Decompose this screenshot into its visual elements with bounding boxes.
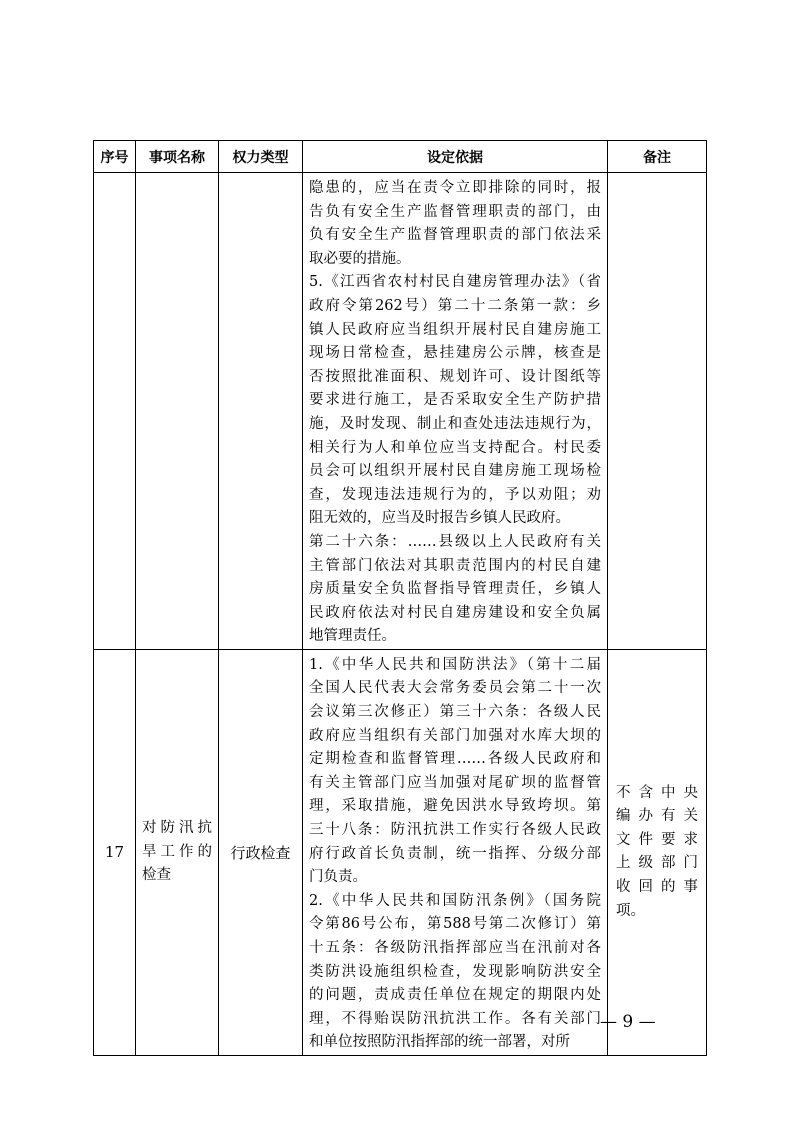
basis-text-line: 会议第三次修正）第三十六条：各级人民 [309, 704, 601, 721]
basis-text-line: 理，采取措施，避免因洪水导致垮坝。第 [309, 798, 601, 815]
basis-text-line: 镇人民政府应当组织开展村民自建房施工 [309, 321, 601, 338]
basis-text-line: 现场日常检查，悬挂建房公示牌，核查是 [309, 345, 601, 362]
basis-text-line: 相关行为人和单位应当支持配合。村民委 [309, 439, 601, 456]
basis-text-line: 要求进行施工，是否采取安全生产防护措 [309, 392, 601, 409]
continued-name-cell [136, 173, 219, 650]
basis-text-line: 负有安全生产监督管理职责的部门依法采 [309, 227, 601, 244]
basis-text-line: 主管部门依法对其职责范围内的村民自建 [309, 557, 601, 574]
page-number: — 9 — [600, 1012, 656, 1032]
basis-text-line: 和单位按照防汛指挥部的统一部署，对所 [309, 1034, 570, 1051]
continued-basis-text [309, 177, 601, 649]
table-row-continued [94, 173, 707, 650]
basis-text-line: 查，发现违法违规行为的，予以劝阻；劝 [309, 486, 601, 503]
basis-text-line: 隐患的，应当在责令立即排除的同时，报 [309, 180, 601, 196]
basis-text-line: 全国人民代表大会常务委员会第二十一次 [309, 680, 601, 697]
basis-text-line: 定期检查和监督管理……各级人民政府和 [309, 751, 601, 768]
note-text-line: 编办有关 [616, 808, 698, 825]
row17-name-cell [136, 649, 219, 1055]
row17-basis-text [309, 654, 601, 1055]
basis-text-line: 第二十六条：……县级以上人民政府有关 [309, 533, 601, 550]
basis-text-line: 地管理责任。 [309, 628, 396, 645]
basis-text-line: 1.《中华人民共和国防洪法》（第十二届 [309, 656, 601, 673]
table-row-17 [94, 649, 707, 1055]
basis-text-line: 施，及时发现、制止和查处违法违规行为， [309, 415, 601, 432]
basis-text-line: 阻无效的，应当及时报告乡镇人民政府。 [309, 510, 570, 527]
basis-text-line: 门负责。 [309, 869, 367, 886]
name-text-line: 检查 [142, 867, 171, 884]
basis-text-line: 员会可以组织开展村民自建房施工现场检 [309, 463, 601, 480]
basis-text-line: 十五条：各级防汛指挥部应当在汛前对各 [309, 940, 601, 956]
basis-text-line: 民政府依法对村民自建房建设和安全负属 [309, 604, 601, 621]
row17-no: 17 [94, 649, 136, 1055]
header-name: 事项名称 [136, 141, 219, 173]
basis-text-line: 政府应当组织有关部门加强对水库大坝的 [309, 727, 601, 744]
basis-text-line: 有关主管部门应当加强对尾矿坝的监督管 [309, 774, 601, 791]
row17-note [616, 782, 698, 924]
continued-note-cell [608, 173, 707, 650]
row17-note-cell [608, 649, 707, 1055]
basis-text-line: 否按照批准面积、规划许可、设计图纸等 [309, 368, 601, 385]
row17-type: 行政检查 [219, 649, 303, 1055]
row17-name [142, 817, 212, 888]
continued-no-cell [94, 173, 136, 650]
header-note: 备注 [608, 141, 707, 173]
note-text-line: 收回的事 [616, 879, 698, 896]
basis-text-line: 三十八条：防汛抗洪工作实行各级人民政 [309, 822, 601, 839]
authority-table [93, 140, 707, 1056]
continued-basis-cell [303, 173, 608, 650]
name-text-line: 旱工作的 [142, 843, 212, 860]
note-text-line: 文件要求 [616, 831, 698, 848]
table-header-row [94, 141, 707, 173]
header-no: 序号 [94, 141, 136, 173]
basis-text-line: 2.《中华人民共和国防汛条例》（国务院 [309, 892, 601, 909]
basis-text-line: 府行政首长负责制，统一指挥、分级分部 [309, 845, 601, 862]
note-text-line: 不含中央 [616, 784, 698, 801]
basis-text-line: 的问题，责成责任单位在规定的期限内处 [309, 987, 601, 1004]
basis-text-line: 5.《江西省农村村民自建房管理办法》（省 [309, 274, 601, 291]
basis-text-line: 房质量安全负监督指导管理责任，乡镇人 [309, 581, 601, 598]
header-basis: 设定依据 [303, 141, 608, 173]
note-text-line: 上级部门 [616, 855, 698, 872]
basis-text-line: 令第86号公布，第588号第二次修订）第 [309, 916, 601, 933]
basis-text-line: 类防洪设施组织检查，发现影响防洪安全 [309, 963, 601, 980]
basis-text-line: 取必要的措施。 [309, 250, 411, 267]
note-text-line: 项。 [616, 902, 645, 919]
basis-text-line: 告负有安全生产监督管理职责的部门，由 [309, 203, 601, 220]
basis-text-line: 政府令第262号）第二十二条第一款：乡 [309, 297, 601, 314]
name-text-line: 对防汛抗 [142, 820, 212, 837]
row17-basis-cell [303, 649, 608, 1055]
header-type: 权力类型 [219, 141, 303, 173]
continued-type-cell [219, 173, 303, 650]
basis-text-line: 理，不得贻误防汛抗洪工作。各有关部门 [309, 1010, 601, 1027]
